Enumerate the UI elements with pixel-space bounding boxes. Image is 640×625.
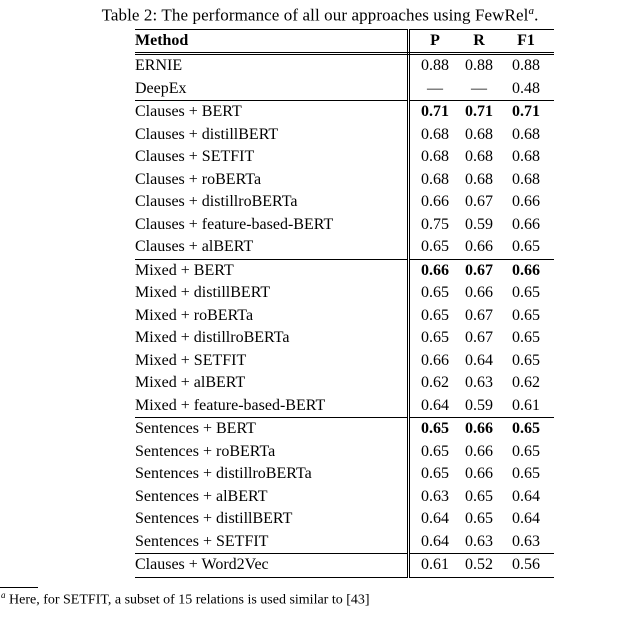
p-cell: 0.68 <box>421 170 449 188</box>
f1-cell: 0.66 <box>498 259 554 282</box>
footnote-text: Here, for SETFIT, a subset of 15 relations is used similar to [43] <box>9 592 370 608</box>
r-cell: 0.65 <box>465 510 493 528</box>
table-row <box>135 191 554 214</box>
table-row <box>135 124 554 147</box>
r-cell: 0.67 <box>460 259 498 282</box>
p-cell: 0.64 <box>421 510 449 528</box>
method-cell: Mixed + roBERTa <box>135 305 409 328</box>
method-cell: Sentences + BERT <box>135 418 409 441</box>
p-cell: 0.65 <box>421 284 449 302</box>
f1-cell: 0.66 <box>512 215 540 233</box>
table-row <box>135 441 554 464</box>
p-cell: 0.62 <box>421 374 449 392</box>
table-row <box>135 508 554 531</box>
table-row <box>135 169 554 192</box>
f1-cell: 0.64 <box>512 487 540 505</box>
r-cell: 0.65 <box>465 487 493 505</box>
method-cell: Mixed + distillroBERTa <box>135 327 409 350</box>
r-cell: 0.71 <box>460 101 498 124</box>
p-cell: 0.65 <box>421 329 449 347</box>
r-cell: 0.67 <box>465 306 493 324</box>
r-cell: 0.68 <box>465 170 493 188</box>
r-cell: — <box>471 79 487 97</box>
f1-cell: 0.56 <box>498 554 554 578</box>
r-cell: 0.59 <box>465 396 493 414</box>
table-row <box>135 372 554 395</box>
f1-cell: 0.68 <box>512 148 540 166</box>
footnote <box>0 588 640 609</box>
p-cell: 0.64 <box>421 396 449 414</box>
r-cell: 0.66 <box>465 442 493 460</box>
f1-cell: 0.68 <box>512 125 540 143</box>
results-table <box>135 29 554 578</box>
table-row <box>135 486 554 509</box>
method-cell: Clauses + roBERTa <box>135 169 409 192</box>
table-row <box>135 236 554 259</box>
p-cell: 0.65 <box>409 418 461 441</box>
caption-text: Table 2: The performance of all our approaches using FewRel <box>101 5 529 25</box>
method-cell: Mixed + feature-based-BERT <box>135 395 409 418</box>
r-cell: 0.68 <box>465 148 493 166</box>
f1-cell: 0.65 <box>512 465 540 483</box>
caption-footnote-marker: a <box>528 5 535 17</box>
r-cell: 0.67 <box>465 193 493 211</box>
f1-cell: 0.88 <box>512 57 540 75</box>
table-row <box>135 282 554 305</box>
method-cell: Mixed + SETFIT <box>135 350 409 373</box>
table-row <box>135 463 554 486</box>
f1-cell: 0.66 <box>512 193 540 211</box>
p-cell: 0.65 <box>421 442 449 460</box>
method-cell: Sentences + SETFIT <box>135 531 409 554</box>
r-cell: 0.66 <box>465 238 493 256</box>
header-row <box>135 29 554 54</box>
method-cell: Sentences + roBERTa <box>135 441 409 464</box>
p-cell: 0.66 <box>421 351 449 369</box>
r-cell: 0.68 <box>465 125 493 143</box>
r-cell: 0.88 <box>465 57 493 75</box>
table-row <box>135 259 554 282</box>
p-cell: 0.71 <box>409 101 461 124</box>
header-method: Method <box>135 29 409 54</box>
f1-cell: 0.68 <box>512 170 540 188</box>
table-row <box>135 78 554 101</box>
table-row <box>135 395 554 418</box>
method-cell: Clauses + BERT <box>135 101 409 124</box>
method-cell: DeepEx <box>135 78 409 101</box>
table-row <box>135 327 554 350</box>
f1-cell: 0.63 <box>512 532 540 550</box>
f1-cell: 0.61 <box>512 396 540 414</box>
table-caption <box>0 0 640 26</box>
f1-cell: 0.65 <box>512 284 540 302</box>
f1-cell: 0.65 <box>512 442 540 460</box>
method-cell: Mixed + BERT <box>135 259 409 282</box>
method-cell: Clauses + distillroBERTa <box>135 191 409 214</box>
table-row <box>135 350 554 373</box>
p-cell: 0.65 <box>421 306 449 324</box>
table-row <box>135 305 554 328</box>
r-cell: 0.67 <box>465 329 493 347</box>
f1-cell: 0.65 <box>498 418 554 441</box>
r-cell: 0.59 <box>465 215 493 233</box>
p-cell: 0.66 <box>409 259 461 282</box>
table-row <box>135 554 554 578</box>
method-cell: Mixed + alBERT <box>135 372 409 395</box>
p-cell: 0.88 <box>421 57 449 75</box>
f1-cell: 0.71 <box>498 101 554 124</box>
table-row <box>135 54 554 78</box>
table-row <box>135 531 554 554</box>
method-cell: Sentences + alBERT <box>135 486 409 509</box>
header-f1: F1 <box>498 29 554 54</box>
method-cell: Clauses + alBERT <box>135 236 409 259</box>
p-cell: 0.65 <box>421 465 449 483</box>
p-cell: 0.75 <box>421 215 449 233</box>
header-precision: P <box>409 29 461 54</box>
p-cell: 0.65 <box>421 238 449 256</box>
table-row <box>135 101 554 124</box>
f1-cell: 0.65 <box>512 306 540 324</box>
p-cell: 0.63 <box>421 487 449 505</box>
f1-cell: 0.62 <box>512 374 540 392</box>
r-cell: 0.63 <box>465 374 493 392</box>
r-cell: 0.63 <box>465 532 493 550</box>
footnote-marker: a <box>1 589 6 600</box>
method-cell: Sentences + distillroBERTa <box>135 463 409 486</box>
r-cell: 0.66 <box>465 284 493 302</box>
method-cell: Clauses + Word2Vec <box>135 554 409 578</box>
method-cell: Clauses + SETFIT <box>135 146 409 169</box>
p-cell: 0.66 <box>421 193 449 211</box>
method-cell: ERNIE <box>135 54 409 78</box>
f1-cell: 0.65 <box>512 238 540 256</box>
r-cell: 0.64 <box>465 351 493 369</box>
table-row <box>135 146 554 169</box>
f1-cell: 0.64 <box>512 510 540 528</box>
p-cell: 0.68 <box>421 148 449 166</box>
r-cell: 0.52 <box>460 554 498 578</box>
f1-cell: 0.48 <box>512 79 540 97</box>
method-cell: Sentences + distillBERT <box>135 508 409 531</box>
table-row <box>135 214 554 237</box>
f1-cell: 0.65 <box>512 329 540 347</box>
r-cell: 0.66 <box>460 418 498 441</box>
table-row <box>135 418 554 441</box>
method-cell: Mixed + distillBERT <box>135 282 409 305</box>
p-cell: 0.61 <box>409 554 461 578</box>
p-cell: 0.68 <box>421 125 449 143</box>
p-cell: 0.64 <box>421 532 449 550</box>
p-cell: — <box>427 79 443 97</box>
r-cell: 0.66 <box>465 465 493 483</box>
f1-cell: 0.65 <box>512 351 540 369</box>
caption-period: . <box>534 5 539 25</box>
method-cell: Clauses + feature-based-BERT <box>135 214 409 237</box>
header-recall: R <box>460 29 498 54</box>
method-cell: Clauses + distillBERT <box>135 124 409 147</box>
